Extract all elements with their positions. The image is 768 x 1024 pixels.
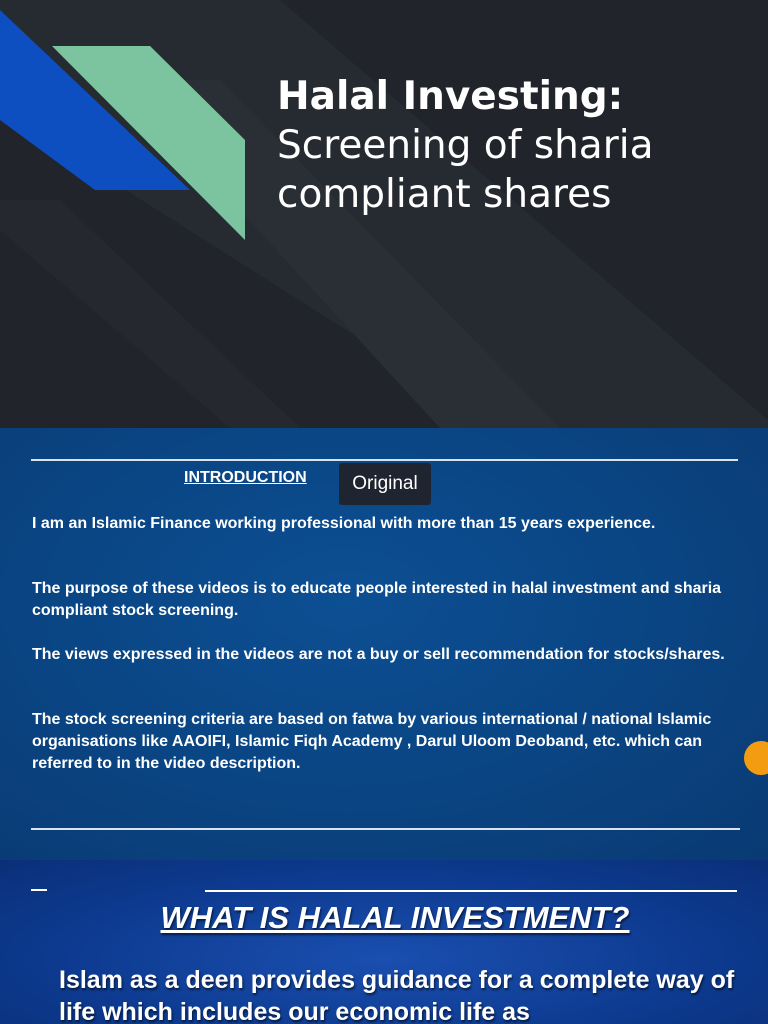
divider-line xyxy=(31,459,738,461)
intro-paragraph: The stock screening criteria are based on fatwa by various international / national Islamic organisations like AAOIFI, Islamic Fiqh Academy , Darul Uloom Deoband, etc. which can referred to in the video description. xyxy=(32,711,712,772)
intro-paragraph: The purpose of these videos is to educate people interested in halal investment and sharia compliant stock screening. xyxy=(32,580,722,619)
introduction-heading: INTRODUCTION xyxy=(184,469,307,486)
slide-title xyxy=(277,72,747,219)
original-tooltip[interactable]: Original xyxy=(339,463,431,505)
floating-action-dot[interactable] xyxy=(744,741,768,775)
title-line: Screening of sharia xyxy=(277,123,654,168)
halal-investment-body: Islam as a deen provides guidance for a complete way of life which includes our economic life as xyxy=(59,966,735,1024)
introduction-slide xyxy=(0,428,768,860)
title-line: compliant shares xyxy=(277,172,612,217)
divider-line xyxy=(31,828,740,830)
intro-paragraph: The views expressed in the videos are not a buy or sell recommendation for stocks/shares. xyxy=(32,646,725,663)
title-slide xyxy=(0,0,768,428)
halal-investment-slide xyxy=(0,860,768,1024)
intro-paragraph: I am an Islamic Finance working professional with more than 15 years experience. xyxy=(32,515,656,532)
title-line: Halal Investing: xyxy=(277,74,624,119)
divider-line xyxy=(205,890,737,892)
short-dash xyxy=(31,889,47,891)
halal-investment-heading: WHAT IS HALAL INVESTMENT? xyxy=(160,900,630,935)
